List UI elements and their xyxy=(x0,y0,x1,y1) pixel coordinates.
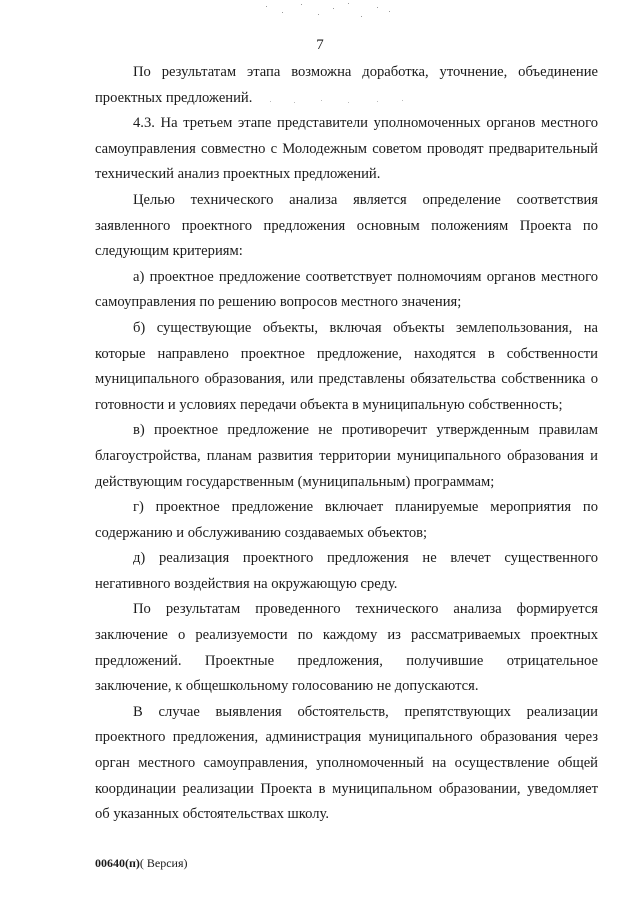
scan-artifacts xyxy=(260,100,420,104)
scan-artifacts xyxy=(260,0,400,22)
list-item-e: д) реализация проектного предложения не влечет существенного негативного воздействия на окружающую среду. xyxy=(95,550,598,592)
list-item-a: а) проектное предложение соответствует полномочиям органов местного самоуправления по решению вопросов местного значения; xyxy=(95,268,598,311)
list-item-d: г) проектное предложение включает планируемые мероприятия по содержанию и обслуживанию создаваемых объектов; xyxy=(95,499,598,541)
list-item-b: б) существующие объекты, включая объекты землепользования, на которые направлено проектное предложение, находятся в собственности муниципального образования, или представлены обязательства собственника о готовности и условиях передачи объекта в муниципальную собственность; xyxy=(95,319,598,413)
paragraph: По результатам этапа возможна доработка, уточнение, объединение проектных предложений. xyxy=(95,64,598,106)
paragraph: В случае выявления обстоятельств, препятствующих реализации проектного предложения, администрация муниципального образования через орган местного самоуправления, уполномоченный на осуществление общей координации реализации Проекта в муниципальном образовании, уведомляет об указанных обстоятельствах школу. xyxy=(95,703,598,823)
paragraph: 4.3. На третьем этапе представители уполномоченных органов местного самоуправления совместно с Молодежным советом проводят предварительный технический анализ проектных предложений. xyxy=(95,115,598,183)
page-number: 7 xyxy=(316,37,324,53)
document-code: 00640(п) xyxy=(95,856,140,870)
paragraph: Целью технического анализа является определение соответствия заявленного проектного предложения основным положениям Проекта по следующим критериям: xyxy=(95,191,598,260)
paragraph: По результатам проведенного технического анализа формируется заключение о реализуемости по каждому из рассматриваемых проектных предложений. Проектные предложения, получившие отрицательное заключение, к общешкольному голосованию не допускаются. xyxy=(95,601,598,695)
document-footer xyxy=(95,856,188,870)
list-item-c: в) проектное предложение не противоречит утвержденным правилам благоустройства, планам развития территории муниципального образования и действующим государственным (муниципальным) программам; xyxy=(95,422,598,490)
document-version: ( Версия) xyxy=(139,856,188,870)
document-body xyxy=(95,60,598,828)
